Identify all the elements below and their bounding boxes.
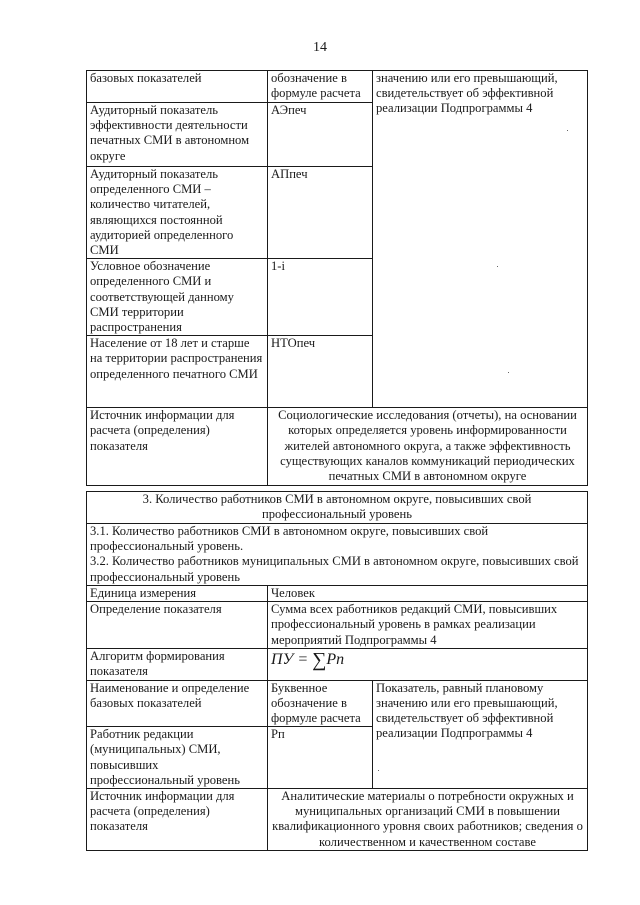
unit-label: Единица измерения [87, 586, 268, 602]
symbol-header: Буквенное обозначение в формуле расчета [268, 680, 373, 727]
source-label: Источник информации для расчета (определения) показателя [87, 408, 268, 486]
indicator-note: Показатель, равный плановому значению или его превышающий, свидетельствует об эффективной реализации Подпрограммы 4 [373, 680, 588, 788]
algorithm-formula [268, 649, 588, 680]
definition-label: Определение показателя [87, 602, 268, 649]
indicator-symbol: АПпеч [268, 167, 373, 259]
algorithm-label: Алгоритм формирования показателя [87, 649, 268, 680]
indicator-symbol: НТОпеч [268, 336, 373, 408]
indicator-symbol: 1-i [268, 259, 373, 336]
indicator-3-subitems [87, 524, 588, 586]
scan-speck [497, 266, 498, 267]
sum-symbol: ∑ [312, 649, 327, 672]
source-value: Социологические исследования (отчеты), на основании которых определяется уровень информированности жителей автономного округа, а также эффективность существующих каналов коммуникаций периодических печатных СМИ в автономном округе [268, 408, 588, 486]
indicator-name: Аудиторный показатель определенного СМИ – количество читателей, являющихся постоянной аудиторией определенного СМИ [87, 167, 268, 259]
names-label: Наименование и определение базовых показателей [87, 680, 268, 727]
page-number: 14 [313, 40, 327, 55]
indicator-symbol: АЭпеч [268, 103, 373, 167]
header-formula-symbol: обозначение в формуле расчета [268, 71, 373, 103]
header-efficiency-note: значению или его превышающий, свидетельствует об эффективной реализации Подпрограммы 4 [373, 71, 588, 408]
definition-value: Сумма всех работников редакций СМИ, повысивших профессиональный уровень в рамках реализации мероприятий Подпрограммы 4 [268, 602, 588, 649]
formula-rhs: Pn [326, 651, 345, 669]
indicator-name: Условное обозначение определенного СМИ и соответствующей данному СМИ территории распространения [87, 259, 268, 336]
subitem-3-1: 3.1. Количество работников СМИ в автономном округе, повысивших свой профессиональный уровень. [90, 524, 489, 554]
unit-value: Человек [268, 586, 588, 602]
indicator-3-table [86, 491, 588, 851]
scan-speck [567, 130, 568, 131]
indicator-name: Население от 18 лет и старше на территории распространения определенного печатного СМИ [87, 336, 268, 408]
header-base-indicators: базовых показателей [87, 71, 268, 103]
source-label-2: Источник информации для расчета (определения) показателя [87, 789, 268, 851]
formula-equals: = [297, 651, 309, 669]
base-indicators-table [86, 70, 588, 486]
formula [271, 649, 345, 672]
scan-speck [378, 770, 379, 771]
formula-lhs: ПУ [271, 651, 294, 669]
worker-symbol: Рп [268, 727, 373, 789]
indicator-name: Аудиторный показатель эффективности деятельности печатных СМИ в автономном округе [87, 103, 268, 167]
worker-label: Работник редакции (муниципальных) СМИ, повысивших профессиональный уровень [87, 727, 268, 789]
scan-speck [508, 372, 509, 373]
source-value-2: Аналитические материалы о потребности окружных и муниципальных организаций СМИ в повышении квалификационного уровня своих работников; сведения о количественном и качественном составе [268, 789, 588, 851]
indicator-3-title: 3. Количество работников СМИ в автономном округе, повысивших свой профессиональный уровень [87, 492, 588, 524]
subitem-3-2: 3.2. Количество работников муниципальных СМИ в автономном округе, повысивших свой профессиональный уровень [90, 554, 579, 584]
